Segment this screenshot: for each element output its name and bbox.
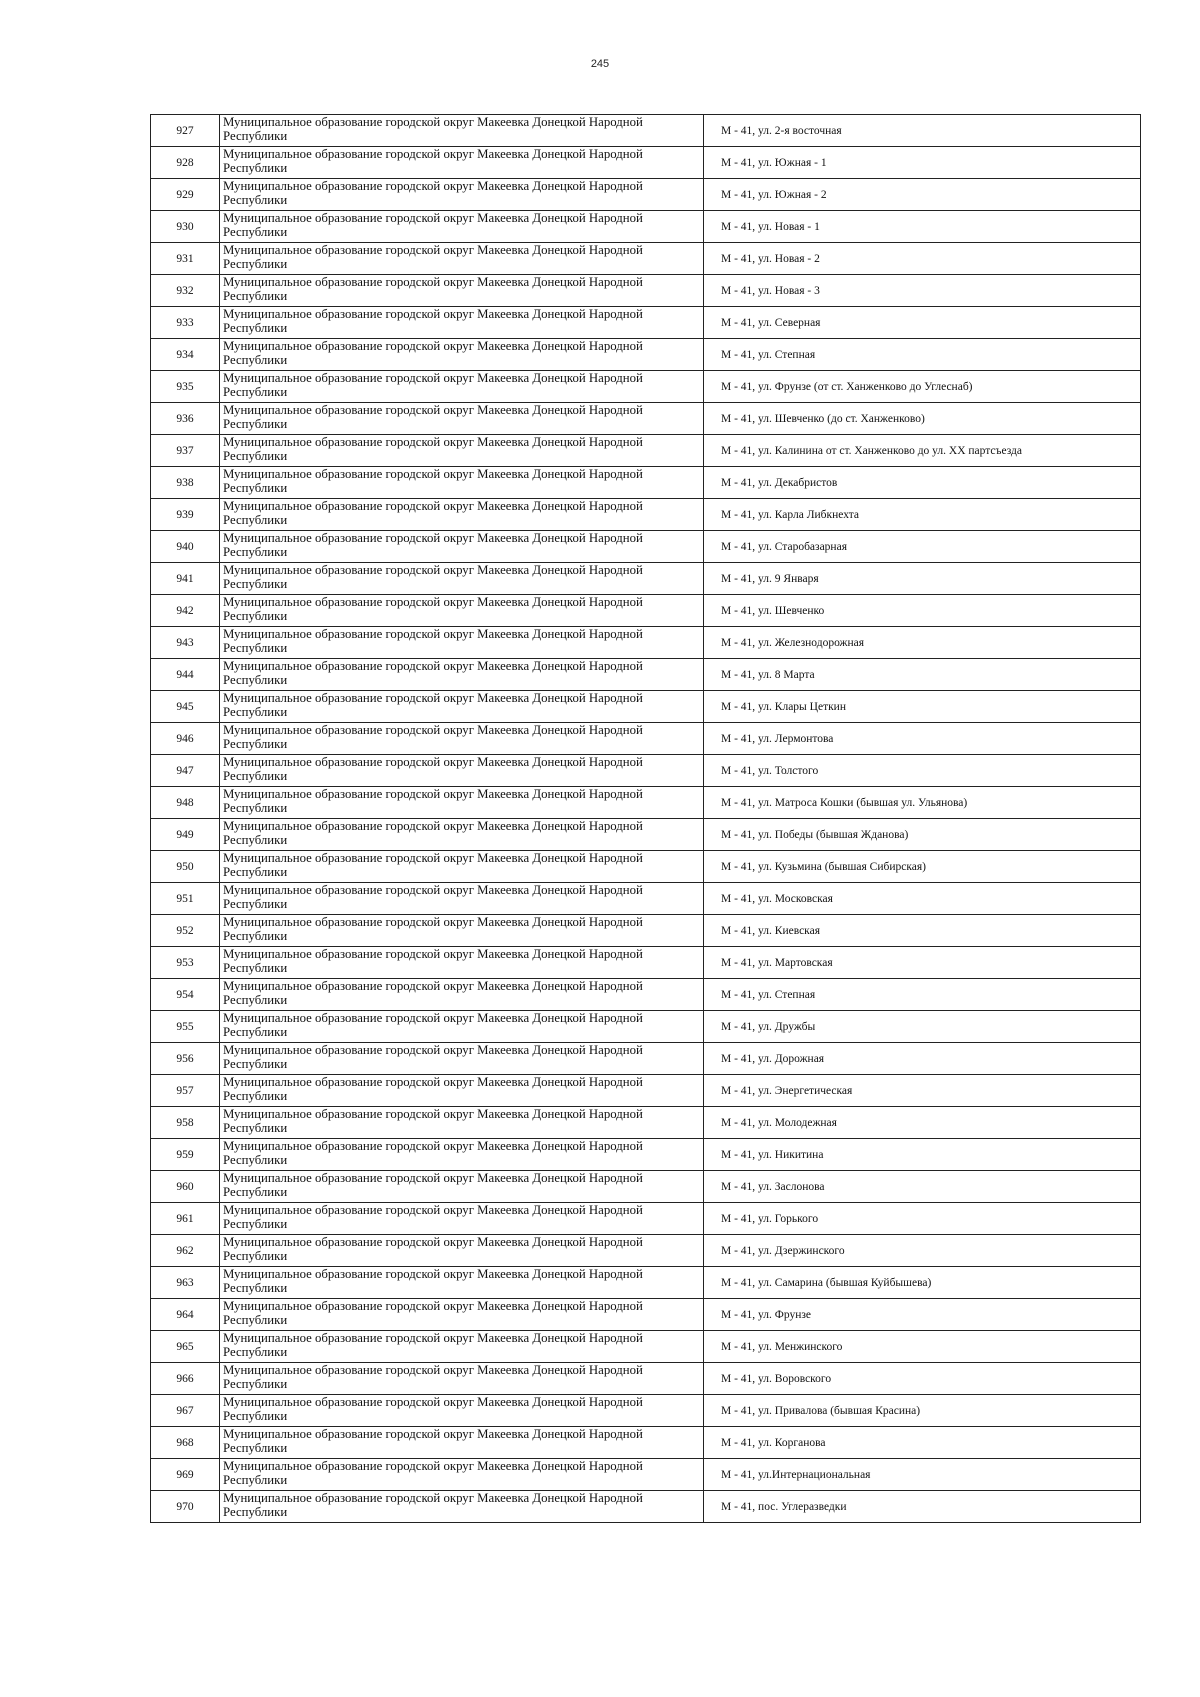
row-number-cell: 928	[151, 147, 220, 179]
road-cell: М - 41, ул. Калинина от ст. Ханженково до ул. ХХ партсъезда	[704, 435, 1141, 467]
table-row	[151, 627, 1141, 659]
row-number-cell: 933	[151, 307, 220, 339]
municipality-cell: Муниципальное образование городской округ Макеевка Донецкой Народной Республики	[220, 1267, 704, 1299]
municipality-cell: Муниципальное образование городской округ Макеевка Донецкой Народной Республики	[220, 307, 704, 339]
table-row	[151, 1139, 1141, 1171]
municipality-cell: Муниципальное образование городской округ Макеевка Донецкой Народной Республики	[220, 1075, 704, 1107]
row-number-cell: 934	[151, 339, 220, 371]
row-number-cell: 949	[151, 819, 220, 851]
municipality-cell: Муниципальное образование городской округ Макеевка Донецкой Народной Республики	[220, 275, 704, 307]
table-row	[151, 1427, 1141, 1459]
road-cell: М - 41, ул. Киевская	[704, 915, 1141, 947]
municipality-cell: Муниципальное образование городской округ Макеевка Донецкой Народной Республики	[220, 179, 704, 211]
road-cell: М - 41, ул. Шевченко	[704, 595, 1141, 627]
row-number-cell: 945	[151, 691, 220, 723]
row-number-cell: 931	[151, 243, 220, 275]
municipality-cell: Муниципальное образование городской округ Макеевка Донецкой Народной Республики	[220, 371, 704, 403]
row-number-cell: 929	[151, 179, 220, 211]
row-number-cell: 966	[151, 1363, 220, 1395]
road-cell: М - 41, ул. Лермонтова	[704, 723, 1141, 755]
road-cell: М - 41, ул. Степная	[704, 979, 1141, 1011]
road-cell: М - 41, ул. Железнодорожная	[704, 627, 1141, 659]
municipality-cell: Муниципальное образование городской округ Макеевка Донецкой Народной Республики	[220, 979, 704, 1011]
municipality-cell: Муниципальное образование городской округ Макеевка Донецкой Народной Республики	[220, 819, 704, 851]
road-cell: М - 41, ул. Матроса Кошки (бывшая ул. Ульянова)	[704, 787, 1141, 819]
road-cell: М - 41, ул. 8 Марта	[704, 659, 1141, 691]
municipality-cell: Муниципальное образование городской округ Макеевка Донецкой Народной Республики	[220, 1043, 704, 1075]
municipality-cell: Муниципальное образование городской округ Макеевка Донецкой Народной Республики	[220, 1459, 704, 1491]
road-cell: М - 41, ул. Корганова	[704, 1427, 1141, 1459]
municipality-cell: Муниципальное образование городской округ Макеевка Донецкой Народной Республики	[220, 1139, 704, 1171]
road-cell: М - 41, ул. Дружбы	[704, 1011, 1141, 1043]
row-number-cell: 960	[151, 1171, 220, 1203]
road-cell: М - 41, ул. Московская	[704, 883, 1141, 915]
municipality-cell: Муниципальное образование городской округ Макеевка Донецкой Народной Республики	[220, 1491, 704, 1523]
table-row	[151, 1331, 1141, 1363]
row-number-cell: 959	[151, 1139, 220, 1171]
table-row	[151, 1075, 1141, 1107]
row-number-cell: 963	[151, 1267, 220, 1299]
municipality-cell: Муниципальное образование городской округ Макеевка Донецкой Народной Республики	[220, 755, 704, 787]
row-number-cell: 965	[151, 1331, 220, 1363]
municipality-cell: Муниципальное образование городской округ Макеевка Донецкой Народной Республики	[220, 947, 704, 979]
row-number-cell: 970	[151, 1491, 220, 1523]
row-number-cell: 930	[151, 211, 220, 243]
table-row	[151, 307, 1141, 339]
table-row	[151, 979, 1141, 1011]
municipality-cell: Муниципальное образование городской округ Макеевка Донецкой Народной Республики	[220, 1107, 704, 1139]
table-row	[151, 883, 1141, 915]
row-number-cell: 954	[151, 979, 220, 1011]
table-row	[151, 755, 1141, 787]
municipality-cell: Муниципальное образование городской округ Макеевка Донецкой Народной Республики	[220, 1235, 704, 1267]
row-number-cell: 941	[151, 563, 220, 595]
table-row	[151, 947, 1141, 979]
table-row	[151, 787, 1141, 819]
road-cell: М - 41, ул. Южная - 1	[704, 147, 1141, 179]
row-number-cell: 937	[151, 435, 220, 467]
table-row	[151, 147, 1141, 179]
road-cell: М - 41, ул. Мартовская	[704, 947, 1141, 979]
table-row	[151, 595, 1141, 627]
road-cell: М - 41, ул. Кузьмина (бывшая Сибирская)	[704, 851, 1141, 883]
table-row	[151, 371, 1141, 403]
municipality-cell: Муниципальное образование городской округ Макеевка Донецкой Народной Республики	[220, 1299, 704, 1331]
table-row	[151, 1395, 1141, 1427]
table-row	[151, 1235, 1141, 1267]
row-number-cell: 943	[151, 627, 220, 659]
table-row	[151, 1459, 1141, 1491]
table-row	[151, 1203, 1141, 1235]
road-cell: М - 41, ул. Новая - 2	[704, 243, 1141, 275]
table-row	[151, 1107, 1141, 1139]
municipality-cell: Муниципальное образование городской округ Макеевка Донецкой Народной Республики	[220, 1427, 704, 1459]
table-row	[151, 819, 1141, 851]
road-cell: М - 41, ул. Новая - 3	[704, 275, 1141, 307]
municipality-cell: Муниципальное образование городской округ Макеевка Донецкой Народной Республики	[220, 627, 704, 659]
table-row	[151, 1267, 1141, 1299]
municipality-cell: Муниципальное образование городской округ Макеевка Донецкой Народной Республики	[220, 787, 704, 819]
municipality-cell: Муниципальное образование городской округ Макеевка Донецкой Народной Республики	[220, 723, 704, 755]
road-cell: М - 41, ул. Самарина (бывшая Куйбышева)	[704, 1267, 1141, 1299]
table-row	[151, 659, 1141, 691]
road-cell: М - 41, ул. Энергетическая	[704, 1075, 1141, 1107]
row-number-cell: 932	[151, 275, 220, 307]
road-cell: М - 41, ул. Привалова (бывшая Красина)	[704, 1395, 1141, 1427]
table-row	[151, 915, 1141, 947]
row-number-cell: 957	[151, 1075, 220, 1107]
municipality-cell: Муниципальное образование городской округ Макеевка Донецкой Народной Республики	[220, 1395, 704, 1427]
table-row	[151, 531, 1141, 563]
road-cell: М - 41, пос. Углеразведки	[704, 1491, 1141, 1523]
table-row	[151, 211, 1141, 243]
road-cell: М - 41, ул. 9 Января	[704, 563, 1141, 595]
road-cell: М - 41, ул. Фрунзе (от ст. Ханженково до Углеснаб)	[704, 371, 1141, 403]
row-number-cell: 956	[151, 1043, 220, 1075]
municipality-cell: Муниципальное образование городской округ Макеевка Донецкой Народной Республики	[220, 467, 704, 499]
road-cell: М - 41, ул. Клары Цеткин	[704, 691, 1141, 723]
row-number-cell: 938	[151, 467, 220, 499]
row-number-cell: 942	[151, 595, 220, 627]
table-row	[151, 467, 1141, 499]
municipality-cell: Муниципальное образование городской округ Макеевка Донецкой Народной Республики	[220, 1363, 704, 1395]
road-cell: М - 41, ул. Горького	[704, 1203, 1141, 1235]
table-row	[151, 1363, 1141, 1395]
row-number-cell: 939	[151, 499, 220, 531]
municipality-cell: Муниципальное образование городской округ Макеевка Донецкой Народной Республики	[220, 499, 704, 531]
road-cell: М - 41, ул. Молодежная	[704, 1107, 1141, 1139]
table-row	[151, 339, 1141, 371]
row-number-cell: 927	[151, 115, 220, 147]
row-number-cell: 953	[151, 947, 220, 979]
road-cell: М - 41, ул. Карла Либкнехта	[704, 499, 1141, 531]
table-row	[151, 723, 1141, 755]
municipality-cell: Муниципальное образование городской округ Макеевка Донецкой Народной Республики	[220, 691, 704, 723]
road-cell: М - 41, ул. Степная	[704, 339, 1141, 371]
municipality-cell: Муниципальное образование городской округ Макеевка Донецкой Народной Республики	[220, 659, 704, 691]
municipality-cell: Муниципальное образование городской округ Макеевка Донецкой Народной Республики	[220, 115, 704, 147]
road-cell: М - 41, ул. Новая - 1	[704, 211, 1141, 243]
road-cell: М - 41, ул. Северная	[704, 307, 1141, 339]
row-number-cell: 936	[151, 403, 220, 435]
row-number-cell: 950	[151, 851, 220, 883]
table-row	[151, 691, 1141, 723]
row-number-cell: 958	[151, 1107, 220, 1139]
road-cell: М - 41, ул. Воровского	[704, 1363, 1141, 1395]
road-cell: М - 41, ул.Интернациональная	[704, 1459, 1141, 1491]
row-number-cell: 952	[151, 915, 220, 947]
municipality-cell: Муниципальное образование городской округ Макеевка Донецкой Народной Республики	[220, 1011, 704, 1043]
table-row	[151, 275, 1141, 307]
table-row	[151, 1011, 1141, 1043]
road-cell: М - 41, ул. Никитина	[704, 1139, 1141, 1171]
road-cell: М - 41, ул. Шевченко (до ст. Ханженково)	[704, 403, 1141, 435]
table-row	[151, 1299, 1141, 1331]
municipality-cell: Муниципальное образование городской округ Макеевка Донецкой Народной Республики	[220, 1331, 704, 1363]
table-row	[151, 1043, 1141, 1075]
municipality-cell: Муниципальное образование городской округ Макеевка Донецкой Народной Республики	[220, 339, 704, 371]
table-row	[151, 403, 1141, 435]
table-row	[151, 851, 1141, 883]
row-number-cell: 955	[151, 1011, 220, 1043]
road-cell: М - 41, ул. Фрунзе	[704, 1299, 1141, 1331]
row-number-cell: 948	[151, 787, 220, 819]
table-row	[151, 115, 1141, 147]
table-row	[151, 499, 1141, 531]
table-row	[151, 563, 1141, 595]
municipality-cell: Муниципальное образование городской округ Макеевка Донецкой Народной Республики	[220, 403, 704, 435]
table-row	[151, 435, 1141, 467]
road-cell: М - 41, ул. Толстого	[704, 755, 1141, 787]
road-cell: М - 41, ул. Дзержинского	[704, 1235, 1141, 1267]
table-row	[151, 1171, 1141, 1203]
row-number-cell: 964	[151, 1299, 220, 1331]
table-row	[151, 1491, 1141, 1523]
road-registry-table	[150, 114, 1141, 1523]
row-number-cell: 946	[151, 723, 220, 755]
row-number-cell: 947	[151, 755, 220, 787]
municipality-cell: Муниципальное образование городской округ Макеевка Донецкой Народной Республики	[220, 211, 704, 243]
row-number-cell: 967	[151, 1395, 220, 1427]
municipality-cell: Муниципальное образование городской округ Макеевка Донецкой Народной Республики	[220, 563, 704, 595]
road-cell: М - 41, ул. Южная - 2	[704, 179, 1141, 211]
municipality-cell: Муниципальное образование городской округ Макеевка Донецкой Народной Республики	[220, 435, 704, 467]
municipality-cell: Муниципальное образование городской округ Макеевка Донецкой Народной Республики	[220, 595, 704, 627]
table-row	[151, 179, 1141, 211]
road-cell: М - 41, ул. Менжинского	[704, 1331, 1141, 1363]
municipality-cell: Муниципальное образование городской округ Макеевка Донецкой Народной Республики	[220, 883, 704, 915]
road-cell: М - 41, ул. Заслонова	[704, 1171, 1141, 1203]
municipality-cell: Муниципальное образование городской округ Макеевка Донецкой Народной Республики	[220, 531, 704, 563]
municipality-cell: Муниципальное образование городской округ Макеевка Донецкой Народной Республики	[220, 147, 704, 179]
municipality-cell: Муниципальное образование городской округ Макеевка Донецкой Народной Республики	[220, 851, 704, 883]
municipality-cell: Муниципальное образование городской округ Макеевка Донецкой Народной Республики	[220, 915, 704, 947]
row-number-cell: 940	[151, 531, 220, 563]
road-cell: М - 41, ул. Декабристов	[704, 467, 1141, 499]
row-number-cell: 961	[151, 1203, 220, 1235]
row-number-cell: 962	[151, 1235, 220, 1267]
row-number-cell: 935	[151, 371, 220, 403]
road-cell: М - 41, ул. 2-я восточная	[704, 115, 1141, 147]
table-body	[151, 115, 1141, 1523]
road-cell: М - 41, ул. Дорожная	[704, 1043, 1141, 1075]
municipality-cell: Муниципальное образование городской округ Макеевка Донецкой Народной Республики	[220, 243, 704, 275]
table-row	[151, 243, 1141, 275]
municipality-cell: Муниципальное образование городской округ Макеевка Донецкой Народной Республики	[220, 1171, 704, 1203]
road-cell: М - 41, ул. Победы (бывшая Жданова)	[704, 819, 1141, 851]
row-number-cell: 951	[151, 883, 220, 915]
row-number-cell: 969	[151, 1459, 220, 1491]
row-number-cell: 968	[151, 1427, 220, 1459]
municipality-cell: Муниципальное образование городской округ Макеевка Донецкой Народной Республики	[220, 1203, 704, 1235]
road-cell: М - 41, ул. Старобазарная	[704, 531, 1141, 563]
row-number-cell: 944	[151, 659, 220, 691]
page-number: 245	[590, 58, 610, 70]
